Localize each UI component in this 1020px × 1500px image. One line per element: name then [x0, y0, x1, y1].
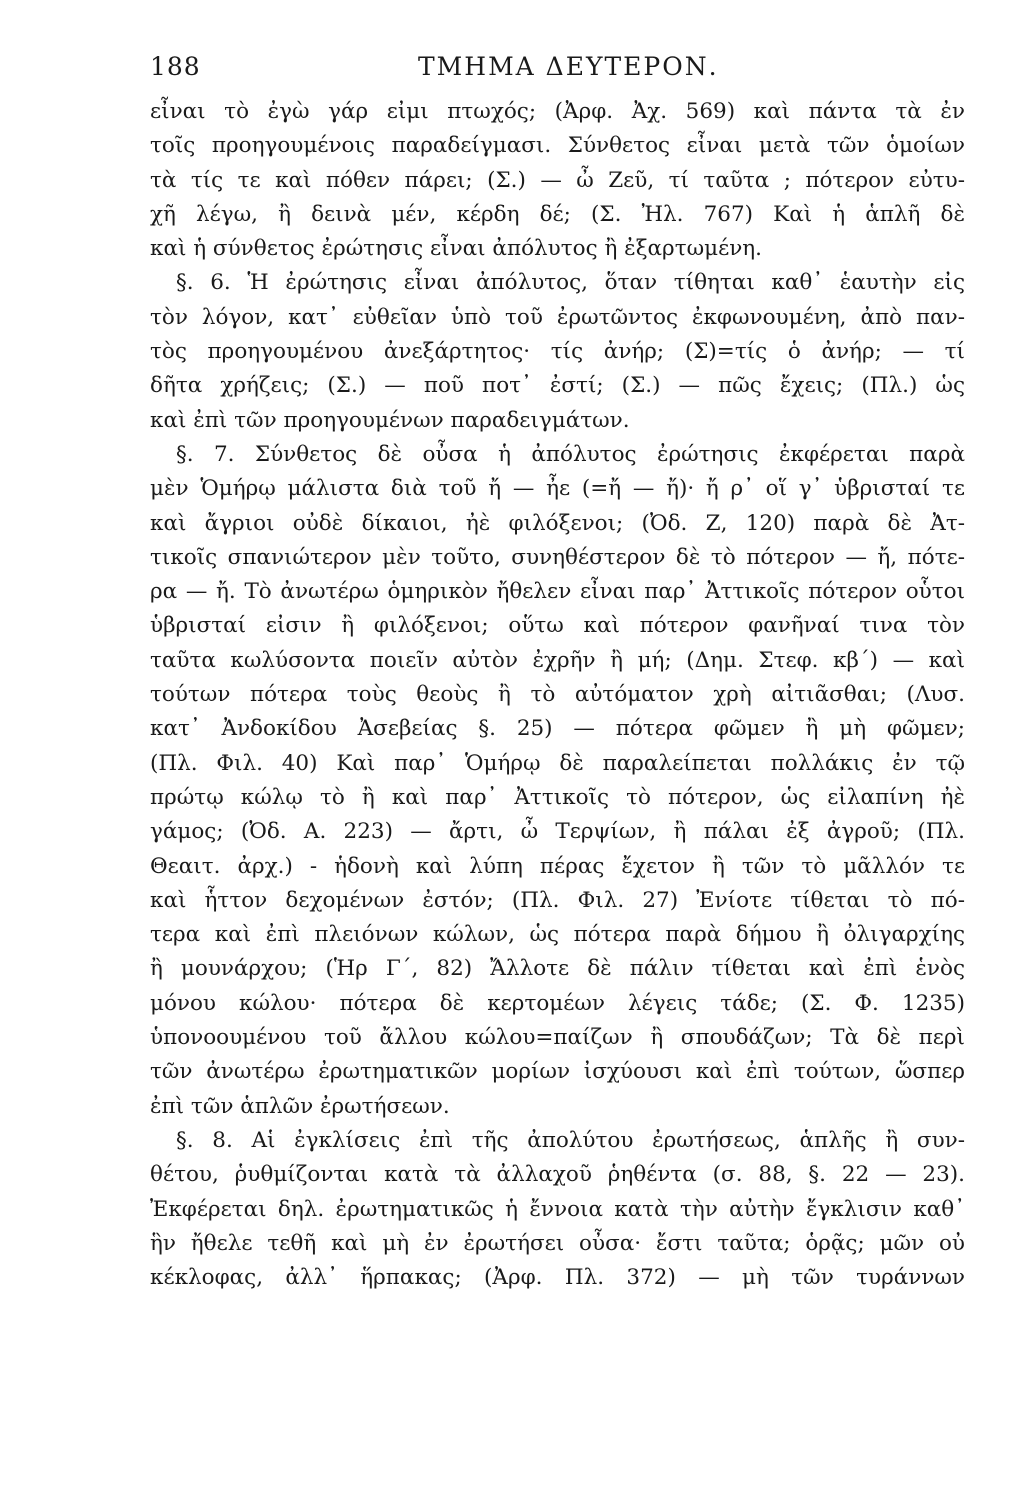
running-title: ΤΜΗΜΑ ΔΕΥΤΕΡΟΝ. — [418, 52, 719, 81]
text-line: κέκλοφας, ἀλλ᾽ ἥρπακας; (Ἀρφ. Πλ. 372) — μὴ τῶν τυράννων — [150, 1265, 965, 1291]
text-line: ἣν ἤθελε τεθῆ καὶ μὴ ἐν ἐρωτήσει οὖσα· ἔστι ταῦτα; ὁρᾷς; μῶν οὐ — [150, 1230, 965, 1256]
text-line: ὑπονοουμένου τοῦ ἄλλου κώλου=παίζων ἢ σπουδάζων; Τὰ δὲ περὶ — [150, 1025, 965, 1051]
text-line: τούτων πότερα τοὺς θεοὺς ἢ τὸ αὐτόματον χρὴ αἰτιᾶσθαι; (Λυσ. — [150, 682, 965, 708]
text-line: τὸς προηγουμένου ἀνεξάρτητος· τίς ἀνήρ; (Σ)=τίς ὁ ἀνήρ; — τί — [150, 339, 965, 365]
text-line: τὰ τίς τε καὶ πόθεν πάρει; (Σ.) — ὦ Ζεῦ, τί ταῦτα ; πότερον εὐτυ- — [150, 167, 965, 193]
text-line: μὲν Ὁμήρῳ μάλιστα διὰ τοῦ ἤ — ἦε (=ἤ — ἤ)· ἤ ρ᾽ οἵ γ᾽ ὑβρισταί τε — [150, 476, 965, 502]
text-line: θέτου, ῥυθμίζονται κατὰ τὰ ἀλλαχοῦ ῥηθέντα (σ. 88, §. 22 — 23). — [150, 1162, 965, 1188]
text-line: τῶν ἀνωτέρω ἐρωτηματικῶν μορίων ἰσχύουσι καὶ ἐπὶ τούτων, ὥσπερ — [150, 1059, 965, 1085]
text-line: τικοῖς σπανιώτερον μὲν τοῦτο, συνηθέστερον δὲ τὸ πότερον — ἤ, πότε- — [150, 544, 965, 570]
text-line: (Πλ. Φιλ. 40) Καὶ παρ᾽ Ὁμήρῳ δὲ παραλείπεται πολλάκις ἐν τῷ — [150, 750, 965, 776]
text-line: καὶ ἄγριοι οὐδὲ δίκαιοι, ἠὲ φιλόξενοι; (Ὀδ. Ζ, 120) παρὰ δὲ Ἀτ- — [150, 510, 965, 536]
text-line: ὑβρισταί εἰσιν ἢ φιλόξενοι; οὕτω καὶ πότερον φανῆναί τινα τὸν — [150, 613, 965, 639]
text-line: κατ᾽ Ἀνδοκίδου Ἀσεβείας §. 25) — πότερα φῶμεν ἢ μὴ φῶμεν; — [150, 716, 965, 742]
text-line: τοῖς προηγουμένοις παραδείγμασι. Σύνθετος εἶναι μετὰ τῶν ὁμοίων — [150, 133, 965, 159]
section-6-start: §. 6. Ἡ ἐρώτησις εἶναι ἀπόλυτος, ὅταν τίθηται καθ᾽ ἑαυτὴν εἰς — [176, 270, 965, 296]
text-line: καὶ ἧττον δεχομένων ἐστόν; (Πλ. Φιλ. 27) Ἐνίοτε τίθεται τὸ πό- — [150, 887, 965, 913]
text-line: Ἐκφέρεται δηλ. ἐρωτηματικῶς ἡ ἔννοια κατὰ τὴν αὐτὴν ἔγκλισιν καθ᾽ — [150, 1196, 965, 1222]
section-7-start: §. 7. Σύνθετος δὲ οὖσα ἡ ἀπόλυτος ἐρώτησις ἐκφέρεται παρὰ — [176, 441, 965, 467]
page-number: 188 — [150, 52, 201, 81]
text-line: πρώτῳ κώλῳ τὸ ἢ καὶ παρ᾽ Ἀττικοῖς τὸ πότερον, ὡς εἰλαπίνη ἠὲ — [150, 784, 965, 810]
text-line: δῆτα χρήζεις; (Σ.) — ποῦ ποτ᾽ ἐστί; (Σ.) — πῶς ἔχεις; (Πλ.) ὡς — [150, 373, 965, 399]
body-text — [150, 95, 965, 1295]
text-line: ρα — ἤ. Τὸ ἀνωτέρω ὁμηρικὸν ἤθελεν εἶναι παρ᾽ Ἀττικοῖς πότερον οὗτοι — [150, 579, 965, 605]
text-line: ἢ μουνάρχου; (Ἡρ Γ΄, 82) Ἄλλοτε δὲ πάλιν τίθεται καὶ ἐπὶ ἑνὸς — [150, 956, 965, 982]
text-line: ἐπὶ τῶν ἁπλῶν ἐρωτήσεων. — [150, 1093, 450, 1119]
running-head — [150, 52, 960, 92]
section-8-start: §. 8. Αἱ ἐγκλίσεις ἐπὶ τῆς ἀπολύτου ἐρωτήσεως, ἁπλῆς ἢ συν- — [176, 1127, 965, 1153]
text-line: τὸν λόγον, κατ᾽ εὐθεῖαν ὑπὸ τοῦ ἐρωτῶντος ἐκφωνουμένη, ἀπὸ παν- — [150, 304, 965, 330]
text-line: καὶ ἡ σύνθετος ἐρώτησις εἶναι ἀπόλυτος ἢ ἐξαρτωμένη. — [150, 236, 763, 262]
text-line: καὶ ἐπὶ τῶν προηγουμένων παραδειγμάτων. — [150, 407, 630, 433]
text-line: μόνου κώλου· πότερα δὲ κερτομέων λέγεις τάδε; (Σ. Φ. 1235) — [150, 990, 965, 1016]
text-line: εἶναι τὸ ἐγὼ γάρ εἰμι πτωχός; (Ἀρφ. Ἀχ. 569) καὶ πάντα τὰ ἐν — [150, 99, 965, 124]
text-line: ταῦτα κωλύσοντα ποιεῖν αὐτὸν ἐχρῆν ἢ μή; (Δημ. Στεφ. κβ΄) — καὶ — [150, 647, 965, 673]
text-line: τερα καὶ ἐπὶ πλειόνων κώλων, ὡς πότερα παρὰ δήμου ἢ ὀλιγαρχίης — [150, 922, 965, 948]
text-line: Θεαιτ. ἀρχ.) - ἡδονὴ καὶ λύπη πέρας ἔχετον ἢ τῶν τὸ μᾶλλόν τε — [150, 853, 965, 879]
text-line: χῆ λέγω, ἢ δεινὰ μέν, κέρδη δέ; (Σ. Ἠλ. 767) Καὶ ἡ ἁπλῆ δὲ — [150, 201, 965, 227]
text-line: γάμος; (Ὀδ. Α. 223) — ἄρτι, ὦ Τερψίων, ἢ πάλαι ἐξ ἀγροῦ; (Πλ. — [150, 819, 965, 845]
